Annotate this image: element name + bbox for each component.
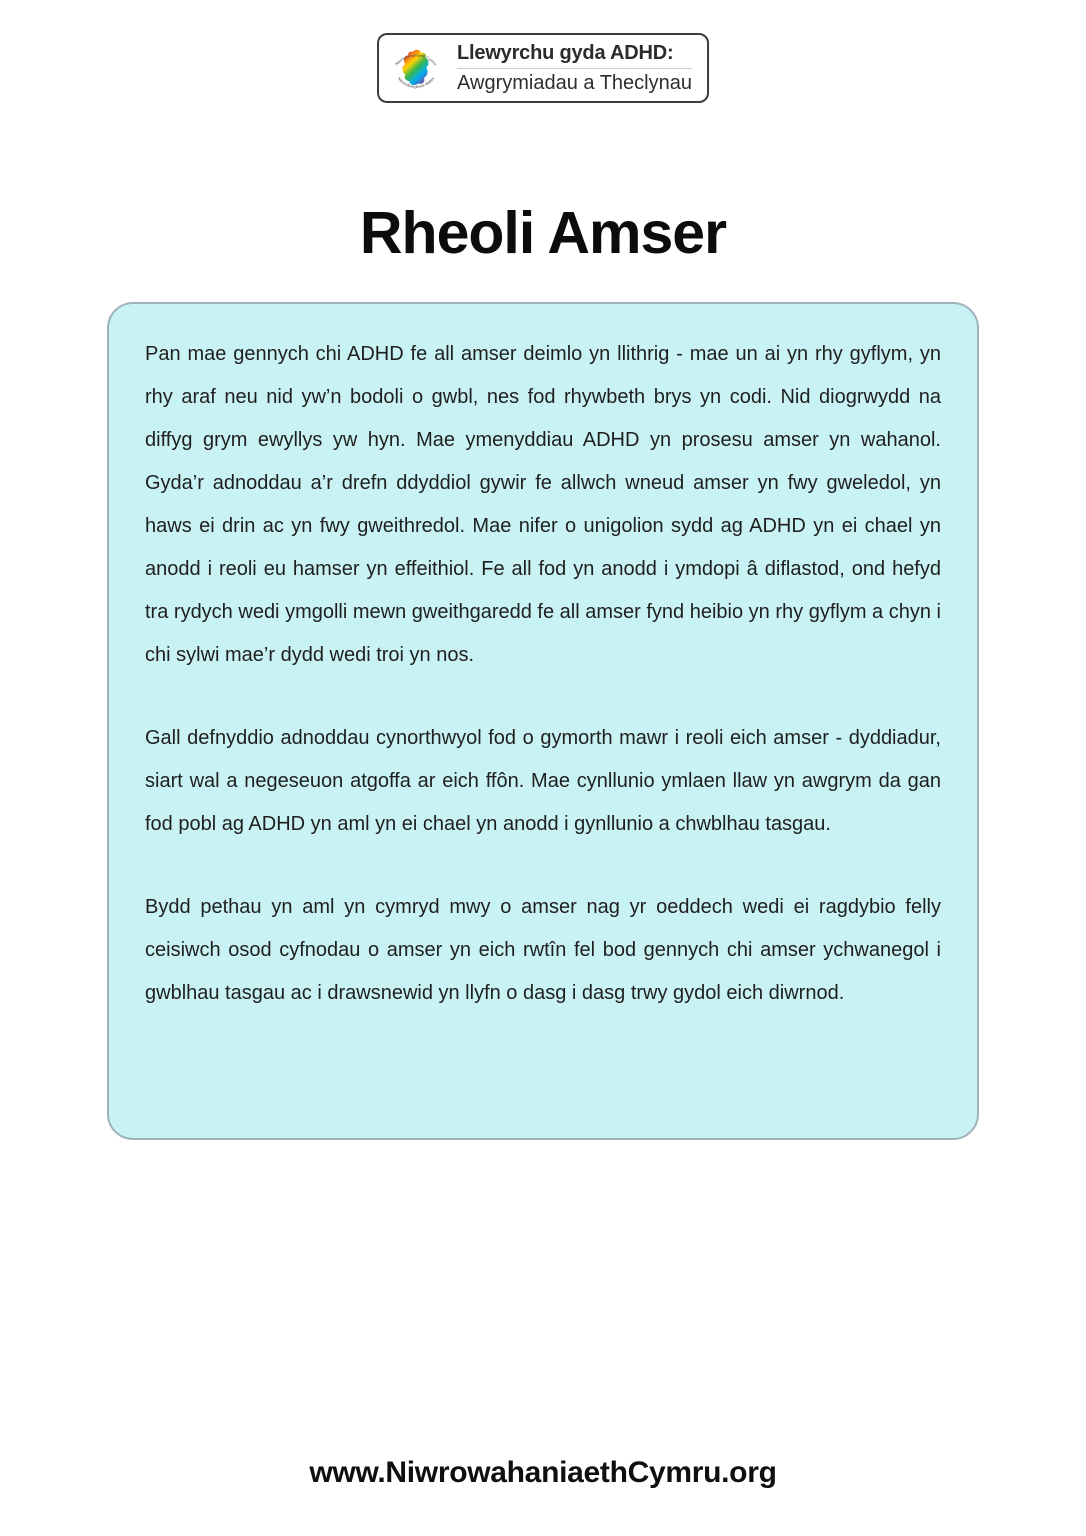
- footer-url: www.NiwrowahaniaethCymru.org: [309, 1456, 777, 1489]
- body-paragraph: Pan mae gennych chi ADHD fe all amser deimlo yn llithrig - mae un ai yn rhy gyflym, yn rhy araf neu nid yw’n bodoli o gwbl, nes fod rhywbeth brys yn codi. Nid diogrwydd na diffyg grym ewyllys yw hyn. Mae ymenyddiau ADHD yn prosesu amser yn wahanol. Gyda’r adnoddau a’r drefn ddyddiol gywir fe allwch wneud amser yn fwy gweledol, yn haws ei drin ac yn fwy gweithredol. Mae nifer o unigolion sydd ag ADHD yn ei chael yn anodd i reoli eu hamser yn effeithiol. Fe all fod yn anodd i ymdopi â diflastod, ond hefyd tra rydych wedi ymgolli mewn gweithgaredd fe all amser fynd heibio yn rhy gyflym a chyn i chi sylwi mae’r dydd wedi troi yn nos.: [145, 343, 941, 666]
- logo-arc-top-text: Niwrowahaniaeth Cymru: [393, 52, 439, 67]
- page-title: Rheoli Amser: [359, 199, 727, 266]
- logo-title: Llewyrchu gyda ADHD:: [457, 42, 674, 64]
- logo-subtitle: Awgrymiadau a Theclynau: [457, 72, 692, 94]
- body-paragraph: Gall defnyddio adnoddau cynorthwyol fod o gymorth mawr i reoli eich amser - dyddiadur, siart wal a negeseuon atgoffa ar eich ffôn. Mae cynllunio ymlaen llaw yn awgrym da gan fod pobl ag ADHD yn aml yn ei chael yn anodd i gynllunio a chwblhau tasgau.: [145, 727, 941, 835]
- logo-arc-bottom-text: Neurodivergence Wales: [396, 76, 436, 90]
- body-paragraph: Bydd pethau yn aml yn cymryd mwy o amser nag yr oeddech wedi ei ragdybio felly ceisiwch osod cyfnodau o amser yn eich rwtîn fel bod gennych chi amser ychwanegol i gwblhau tasgau ac i drawsnewid yn llyfn o dasg i dasg trwy gydol eich diwrnod.: [145, 896, 941, 1004]
- logo-text-block: [457, 42, 692, 94]
- logo-divider: [457, 68, 692, 69]
- wales-rainbow-logo-icon: [388, 40, 444, 96]
- header-logo-badge: [377, 33, 709, 103]
- content-box: [107, 302, 979, 1140]
